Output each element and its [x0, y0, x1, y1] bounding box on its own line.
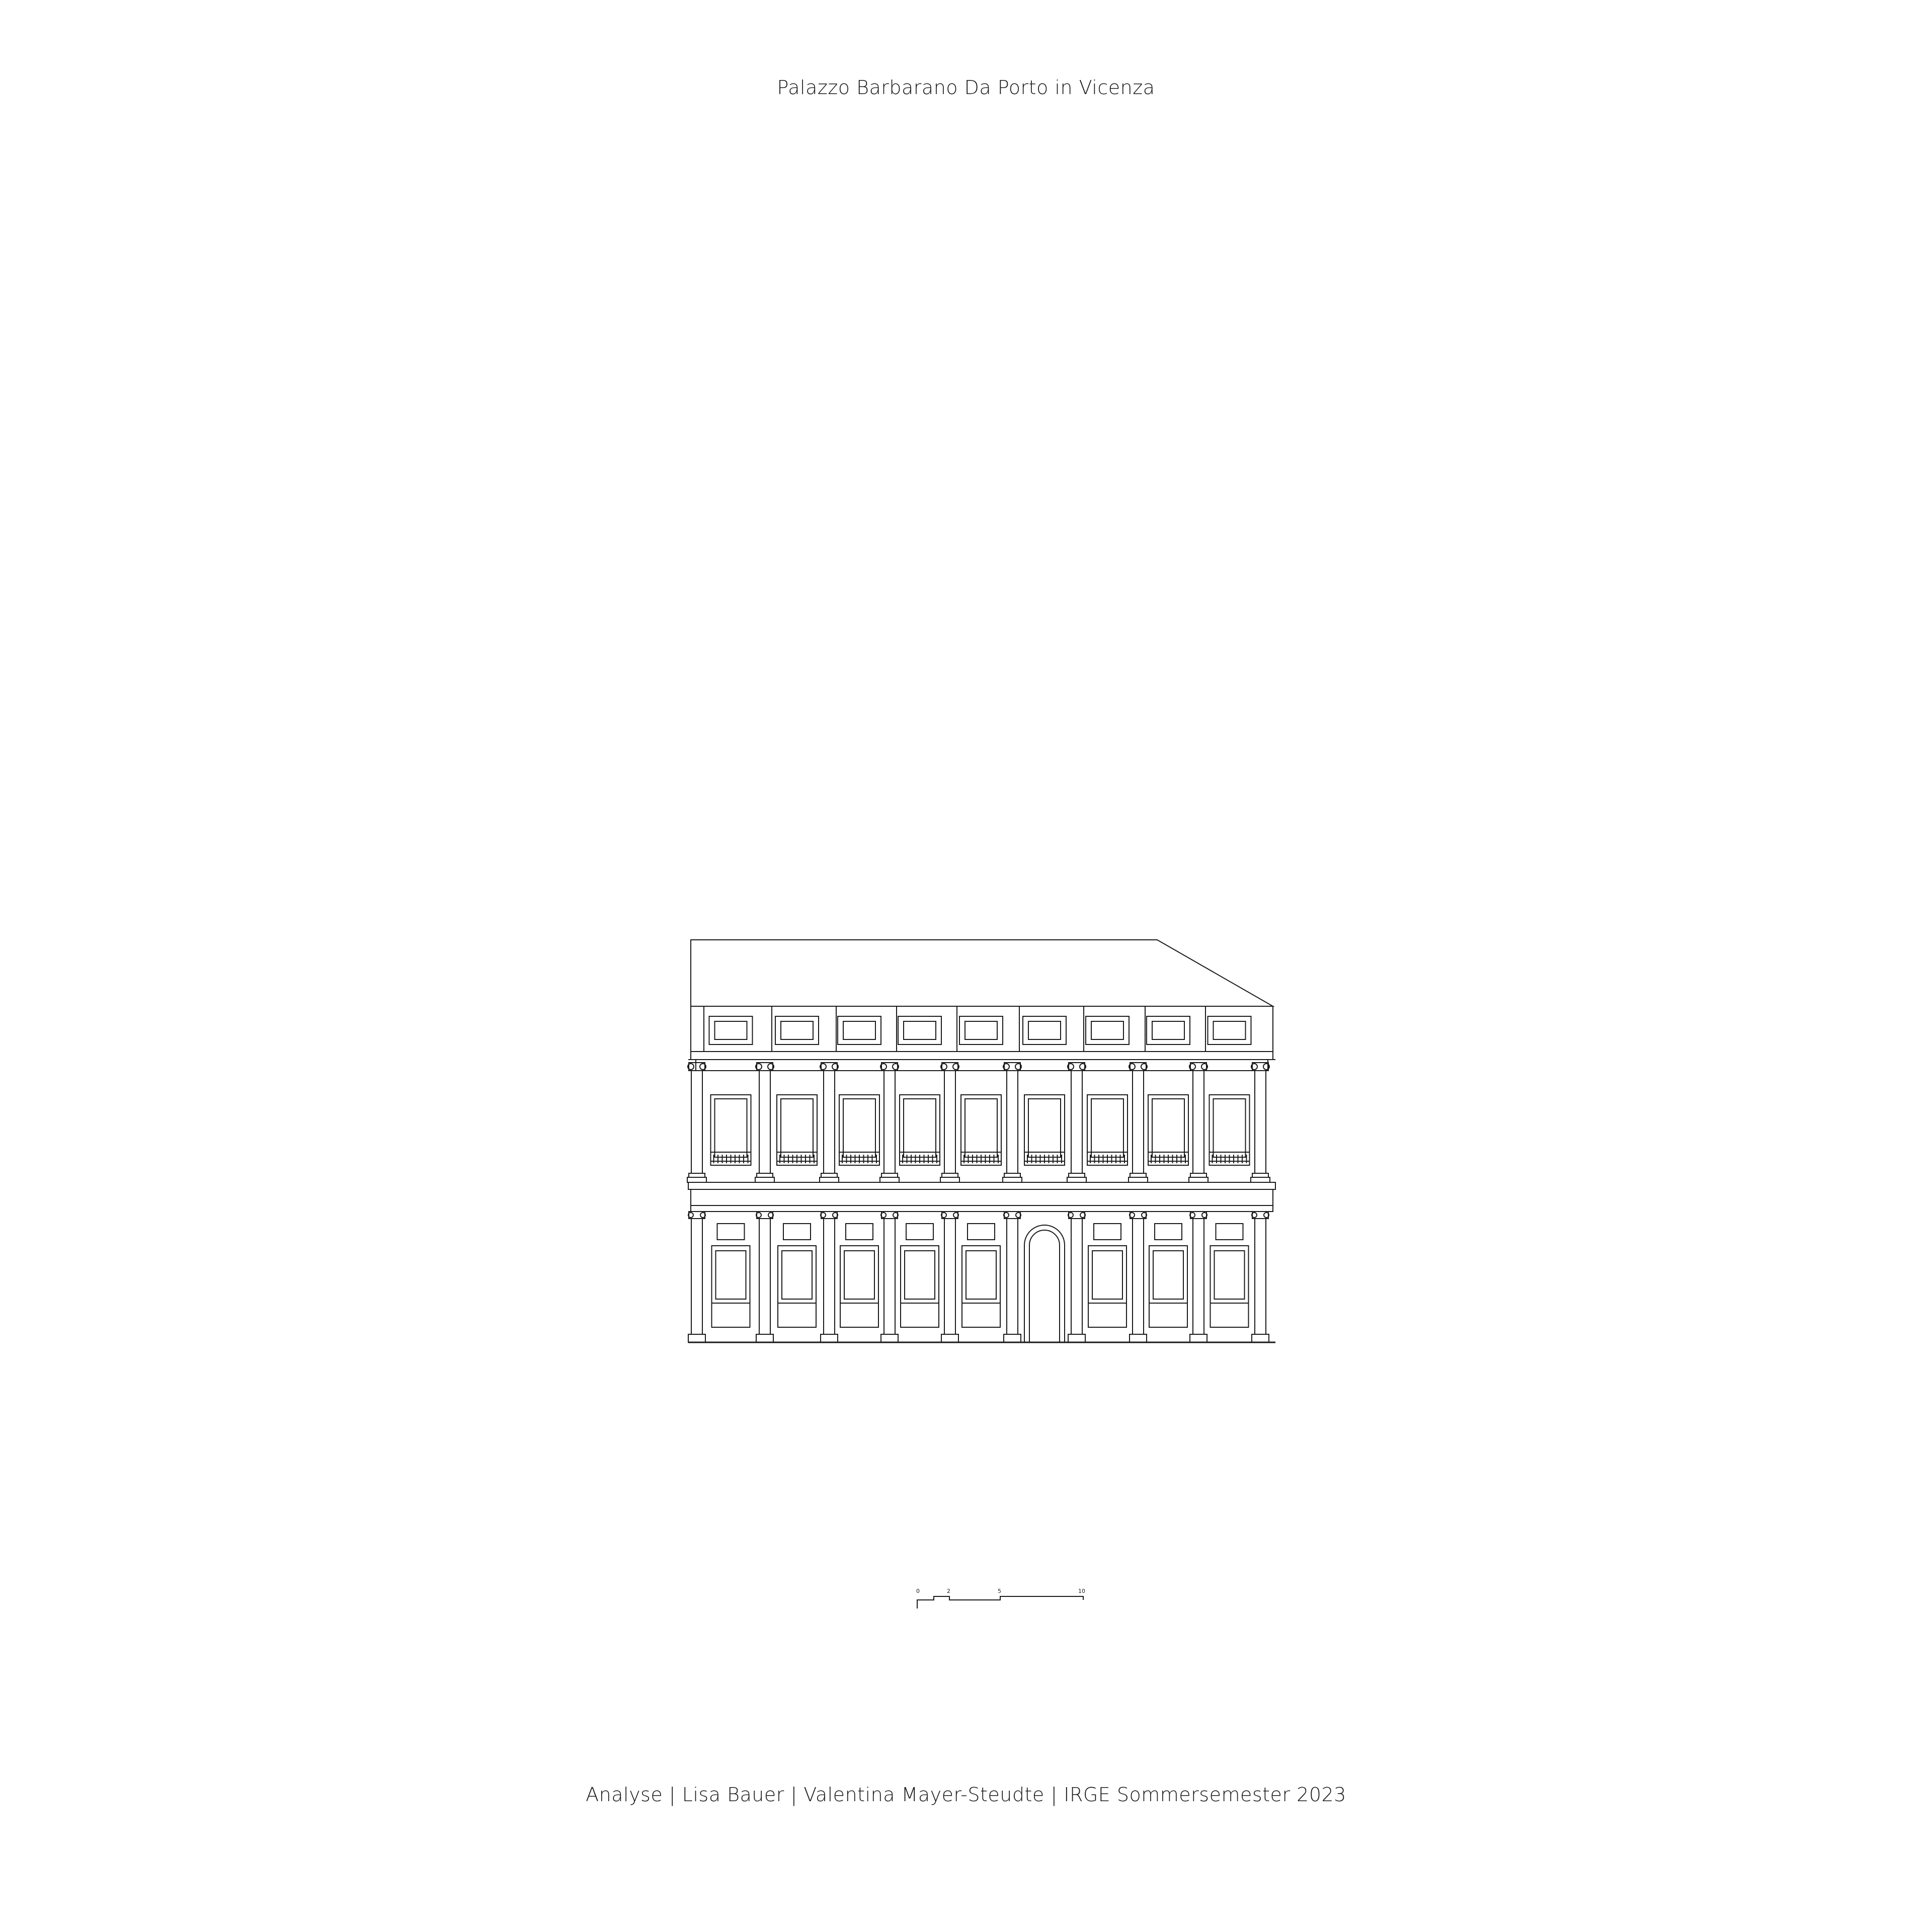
scale-tick-5: 5 — [998, 1588, 1001, 1594]
scale-tick-0: 0 — [916, 1588, 920, 1594]
scale-bar-line — [917, 1596, 1083, 1608]
scale-tick-2: 2 — [947, 1588, 950, 1594]
scale-tick-10: 10 — [1078, 1588, 1085, 1594]
drawing-footer: Analyse | Lisa Bauer | Valentina Mayer-Steudte | IRGE Sommersemester 2023 — [586, 1784, 1346, 1806]
drawing-title: Palazzo Barbarano Da Porto in Vicenza — [777, 76, 1155, 99]
